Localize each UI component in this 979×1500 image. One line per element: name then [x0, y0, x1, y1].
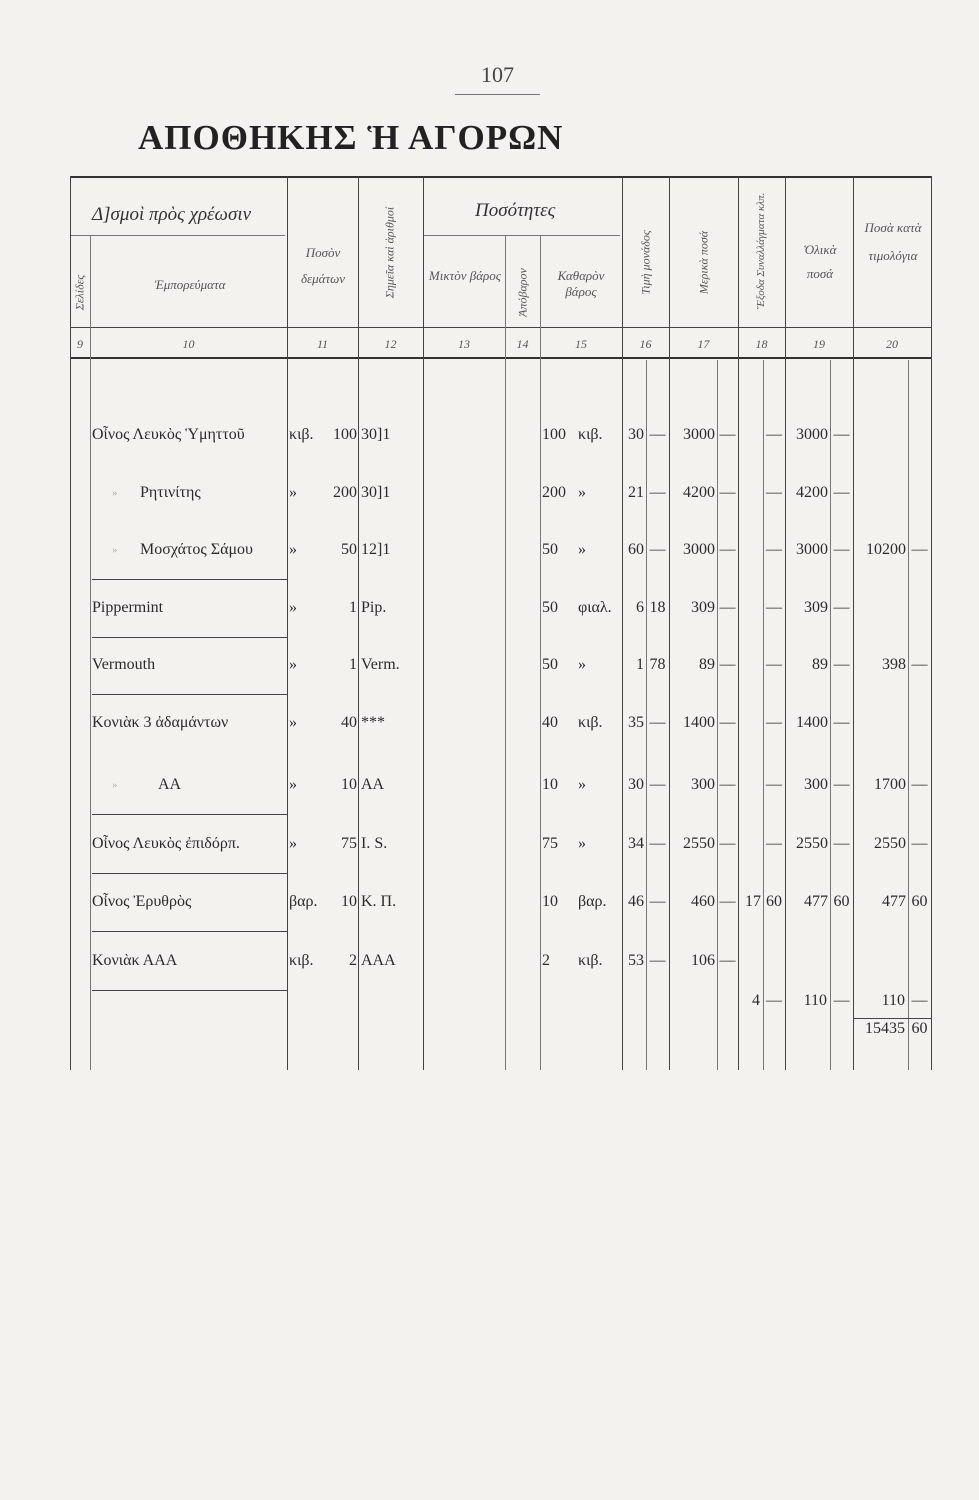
cell-partial-cents: — — [719, 952, 736, 969]
cell-marks: 30]1 — [361, 484, 391, 501]
vline-total — [853, 176, 854, 1070]
cell-partial-cents: — — [719, 893, 736, 910]
cell-price: 46 — [628, 893, 644, 910]
cell-net: 50 — [542, 599, 558, 616]
page-number-rule — [455, 94, 540, 95]
vline-right — [931, 176, 932, 1070]
cell-total: 477 — [804, 893, 828, 910]
cell-net: 50 — [542, 541, 558, 558]
page-number: 107 — [481, 62, 514, 87]
cell-expenses: 17 — [745, 893, 761, 910]
cell-count: 40 — [341, 714, 357, 731]
cell-goods: Οἶνος Λευκὸς Ὑμηττοῦ — [92, 426, 245, 443]
cell-unit: κιβ. — [289, 426, 314, 443]
colnum-9: 9 — [77, 337, 83, 351]
cell-total: 4200 — [796, 484, 828, 501]
cell-price: 60 — [628, 541, 644, 558]
cell-price-cents: — — [649, 541, 666, 558]
header-marks: Σημεῖα καὶ ἀριθμοί — [382, 206, 397, 299]
vline-price — [669, 176, 670, 1070]
cell-total-cents: — — [833, 656, 850, 673]
header-invoice: Ποσὰ κατὰ τιμολόγια — [864, 220, 922, 263]
cell-invoice-cents: — — [911, 541, 928, 558]
cell-partial-cents: — — [719, 776, 736, 793]
grand-total-cents: 60 — [911, 1020, 928, 1037]
cell-price-cents: — — [649, 893, 666, 910]
header-tare: Ἀπόβαρον — [515, 268, 530, 317]
cell-unit: » — [289, 484, 297, 501]
cell-expenses-cents: — — [766, 776, 782, 793]
colnum-19: 19 — [813, 337, 825, 351]
cell-net-unit: κιβ. — [578, 714, 603, 731]
row-divider — [92, 694, 287, 695]
cell-goods-ditto: » — [112, 544, 118, 556]
cell-count: 50 — [341, 541, 357, 558]
colnum-14: 14 — [516, 337, 529, 351]
cell-goods: Οἶνος Ἐρυθρὸς — [92, 893, 192, 910]
cell-goods: Κονιὰκ ΑΑΑ — [92, 952, 178, 969]
cell-marks: I. S. — [361, 835, 388, 852]
cell-net: 10 — [542, 893, 558, 910]
cell-net: 2 — [542, 952, 550, 969]
vline-inv-cents — [908, 360, 909, 1070]
cell-count: 1 — [349, 656, 357, 673]
header-group-duties: Δ]σμοὶ πρὸς χρέωσιν — [92, 204, 252, 225]
header-total: Ὁλικὰ ποσά — [803, 242, 837, 281]
cell-marks: Verm. — [361, 656, 400, 673]
vline-partial — [738, 176, 739, 1070]
cell-price: 30 — [628, 776, 644, 793]
cell-unit: » — [289, 835, 297, 852]
cell-goods: Κονιὰκ 3 ἀδαμάντων — [92, 714, 229, 731]
cell-total-cents: — — [833, 426, 850, 443]
header-pages: Σελίδες — [72, 274, 87, 311]
cell-total-cents: — — [833, 714, 850, 731]
cell-price-cents: — — [649, 484, 666, 501]
cell-total: 2550 — [796, 835, 828, 852]
cell-total-cents: — — [833, 776, 850, 793]
cell-invoice: 10200 — [866, 541, 906, 558]
cell-unit: » — [289, 599, 297, 616]
cell-marks: ΑΑ — [361, 776, 385, 793]
cell-unit: βαρ. — [289, 893, 318, 910]
cell-goods: Οἶνος Λευκὸς ἐπιδόρπ. — [92, 835, 240, 852]
cell-partial: 460 — [691, 893, 715, 910]
cell-total-cents: — — [833, 484, 850, 501]
row-divider — [92, 931, 287, 932]
cell-partial: 3000 — [683, 541, 715, 558]
cell-total-cents: 60 — [833, 893, 850, 910]
cell-total: 309 — [804, 599, 828, 616]
cell-partial: 300 — [691, 776, 715, 793]
cell-count: 2 — [349, 952, 357, 969]
cell-unit: » — [289, 656, 297, 673]
cell-total-cents: — — [833, 835, 850, 852]
grand-total: 15435 — [865, 1020, 905, 1037]
header-group-quantities: Ποσότητες — [475, 200, 556, 221]
extra-total: 110 — [803, 992, 827, 1009]
cell-count: 200 — [333, 484, 357, 501]
row-divider — [92, 637, 287, 638]
cell-total-cents: — — [833, 541, 850, 558]
header-partial: Μερικὰ ποσά — [696, 230, 711, 295]
cell-count: 1 — [349, 599, 357, 616]
cell-partial-cents: — — [719, 835, 736, 852]
cell-total: 89 — [812, 656, 828, 673]
vline-count — [358, 176, 359, 1070]
cell-total: 3000 — [796, 541, 828, 558]
vline-marks — [423, 176, 424, 1070]
table-top-rule — [70, 176, 932, 178]
colnum-20: 20 — [886, 337, 898, 351]
cell-partial: 309 — [691, 599, 715, 616]
cell-unit: » — [289, 714, 297, 731]
header-unit-price: Τιμὴ μονάδος — [638, 230, 653, 295]
cell-marks: 12]1 — [361, 541, 391, 558]
group-rule-duties — [70, 235, 285, 236]
cell-marks: *** — [361, 714, 385, 731]
colnum-11: 11 — [316, 337, 329, 351]
cell-price: 53 — [628, 952, 644, 969]
vline-gross — [505, 235, 506, 1070]
row-divider — [92, 873, 287, 874]
cell-partial: 1400 — [683, 714, 715, 731]
vline-net — [622, 176, 623, 1070]
vline-exp — [785, 176, 786, 1070]
cell-net-unit: βαρ. — [578, 893, 607, 910]
cell-invoice: 398 — [882, 656, 906, 673]
cell-expenses-cents: — — [766, 426, 782, 443]
cell-net: 200 — [542, 484, 566, 501]
extra-total-cents: — — [833, 992, 850, 1009]
cell-marks: Pip. — [361, 599, 387, 616]
cell-net-unit: » — [578, 656, 586, 673]
cell-price: 30 — [628, 426, 644, 443]
vline-left — [70, 176, 71, 1070]
header-rule — [70, 327, 932, 328]
page-title: ΑΠΟΘΗΚΗΣ Ἡ ΑΓΟΡΩΝ — [138, 118, 564, 157]
cell-partial: 2550 — [683, 835, 715, 852]
cell-expenses-cents: — — [766, 714, 782, 731]
cell-expenses-cents: 60 — [766, 893, 782, 910]
cell-expenses-cents: — — [766, 541, 782, 558]
cell-invoice-cents: — — [911, 656, 928, 673]
colnum-17: 17 — [697, 337, 710, 351]
cell-count: 10 — [341, 893, 357, 910]
row-divider — [92, 579, 287, 580]
cell-net: 10 — [542, 776, 558, 793]
cell-net-unit: κιβ. — [578, 426, 603, 443]
cell-price: 35 — [628, 714, 644, 731]
colnum-10: 10 — [182, 337, 195, 351]
cell-net-unit: » — [578, 541, 586, 558]
cell-price: 6 — [636, 599, 644, 616]
extra-invoice: 110 — [881, 992, 905, 1009]
cell-price-cents: — — [649, 714, 666, 731]
cell-total: 1400 — [796, 714, 828, 731]
cell-net-unit: » — [578, 835, 586, 852]
cell-price: 1 — [636, 656, 644, 673]
cell-price-cents: — — [649, 776, 666, 793]
colnum-rule — [70, 357, 932, 359]
header-gross: Μικτὸν βάρος — [428, 268, 502, 283]
cell-partial-cents: — — [719, 656, 736, 673]
cell-expenses-cents: — — [766, 599, 782, 616]
cell-invoice-cents: 60 — [911, 893, 928, 910]
vline-tare — [540, 235, 541, 1070]
vline-pages — [90, 235, 91, 1070]
cell-marks: ΑΑΑ — [361, 952, 396, 969]
cell-goods: ΑΑ — [158, 776, 182, 793]
cell-price-cents: 78 — [649, 656, 666, 673]
cell-goods: Μοσχάτος Σάμου — [140, 541, 253, 558]
cell-net: 40 — [542, 714, 558, 731]
cell-partial: 4200 — [683, 484, 715, 501]
cell-expenses-cents: — — [766, 835, 782, 852]
cell-net-unit: φιαλ. — [578, 599, 612, 616]
cell-invoice: 2550 — [874, 835, 906, 852]
colnum-16: 16 — [639, 337, 652, 351]
header-goods: Ἐμπορεύματα — [154, 277, 226, 292]
colnum-12: 12 — [384, 337, 397, 351]
cell-marks: 30]1 — [361, 426, 391, 443]
cell-expenses-cents: — — [766, 484, 782, 501]
cell-goods-ditto: » — [112, 779, 118, 791]
cell-price-cents: — — [649, 835, 666, 852]
cell-count: 10 — [341, 776, 357, 793]
cell-marks: Κ. Π. — [361, 893, 397, 910]
cell-partial-cents: — — [719, 599, 736, 616]
cell-price: 34 — [628, 835, 644, 852]
cell-price-cents: — — [649, 952, 666, 969]
cell-net-unit: » — [578, 776, 586, 793]
row-divider — [92, 814, 287, 815]
group-rule-quantities — [423, 235, 620, 236]
cell-partial-cents: — — [719, 426, 736, 443]
colnum-18: 18 — [755, 337, 768, 351]
cell-invoice-cents: — — [911, 776, 928, 793]
colnum-15: 15 — [575, 337, 587, 351]
extra-invoice-cents: — — [911, 992, 928, 1009]
cell-invoice-cents: — — [911, 835, 928, 852]
cell-goods: Pippermint — [92, 599, 164, 616]
colnum-13: 13 — [458, 337, 470, 351]
cell-net-unit: » — [578, 484, 586, 501]
cell-unit: κιβ. — [289, 952, 314, 969]
cell-unit: » — [289, 776, 297, 793]
header-count: Ποσὸν δεμάτων — [300, 245, 346, 286]
cell-price-cents: 18 — [649, 599, 666, 616]
cell-net: 75 — [542, 835, 558, 852]
cell-price-cents: — — [649, 426, 666, 443]
cell-goods: Vermouth — [92, 656, 156, 673]
header-expenses: Ἔξοδα Συναλλάγματα κλπ. — [755, 192, 767, 310]
cell-partial-cents: — — [719, 541, 736, 558]
cell-goods-ditto: » — [112, 487, 118, 499]
cell-total: 300 — [804, 776, 828, 793]
cell-net-unit: κιβ. — [578, 952, 603, 969]
cell-goods: Ρητινίτης — [140, 484, 201, 501]
cell-partial: 3000 — [683, 426, 715, 443]
cell-partial-cents: — — [719, 714, 736, 731]
cell-partial-cents: — — [719, 484, 736, 501]
grand-total-rule — [853, 1018, 931, 1019]
cell-price: 21 — [628, 484, 644, 501]
cell-net: 50 — [542, 656, 558, 673]
header-net: Καθαρὸν βάρος — [557, 268, 605, 299]
cell-total-cents: — — [833, 599, 850, 616]
cell-count: 100 — [333, 426, 357, 443]
cell-count: 75 — [341, 835, 357, 852]
extra-exp-cents: — — [766, 992, 782, 1009]
row-divider — [92, 990, 287, 991]
cell-unit: » — [289, 541, 297, 558]
cell-partial: 89 — [699, 656, 715, 673]
cell-invoice: 1700 — [874, 776, 906, 793]
cell-partial: 106 — [691, 952, 715, 969]
extra-exp: 4 — [752, 992, 760, 1009]
cell-net: 100 — [542, 426, 566, 443]
cell-invoice: 477 — [882, 893, 906, 910]
cell-expenses-cents: — — [766, 656, 782, 673]
cell-total: 3000 — [796, 426, 828, 443]
vline-goods — [287, 176, 288, 1070]
